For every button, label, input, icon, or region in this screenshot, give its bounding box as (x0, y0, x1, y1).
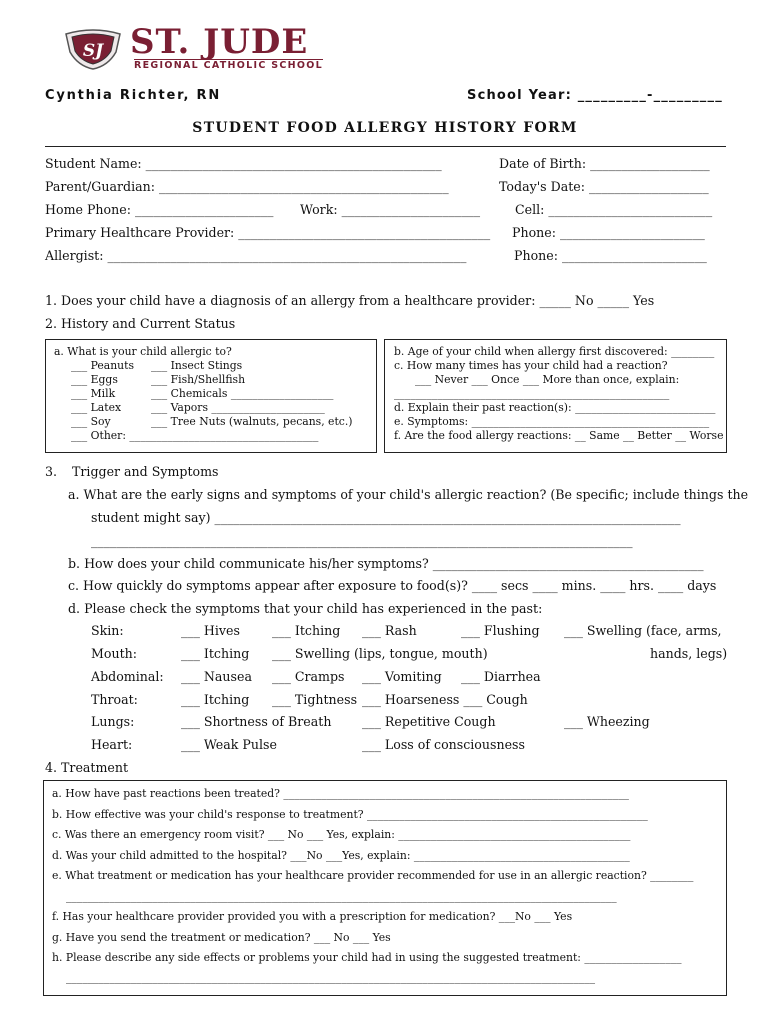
work-phone-field[interactable]: Work: ______________________ (300, 202, 481, 217)
reaction-count-question: c. How many times has your child had a reaction? (394, 359, 668, 372)
symptom-lungs-wheezing[interactable]: ___ Wheezing (564, 714, 650, 729)
allergen-peanuts[interactable]: ___ Peanuts (71, 359, 135, 372)
symptom-throat-itching[interactable]: ___ Itching (181, 692, 250, 707)
question-2-heading: 2. History and Current Status (45, 316, 236, 331)
symptom-throat-tightness[interactable]: ___ Tightness (272, 692, 358, 707)
allergist-phone-field[interactable]: Phone: _______________________ (514, 248, 707, 263)
logo-name: ST. JUDE (130, 22, 309, 62)
reaction-explain-line[interactable]: ___________________________________________________ (394, 387, 670, 400)
home-phone-field[interactable]: Home Phone: ______________________ (45, 202, 274, 217)
symptom-label-heart: Heart: (91, 737, 133, 752)
school-year: School Year: _________-_________ (467, 88, 723, 103)
symptom-mouth-swelling[interactable]: ___ Swelling (lips, tongue, mouth) (272, 646, 488, 661)
symptom-label-throat: Throat: (91, 692, 138, 707)
allergen-soy[interactable]: ___ Soy (71, 415, 111, 428)
parent-guardian-field[interactable]: Parent/Guardian: ______________________________________________ (45, 179, 449, 194)
q3d-text: d. Please check the symptoms that your child has experienced in the past: (68, 601, 543, 616)
allergen-latex[interactable]: ___ Latex (71, 401, 122, 414)
title-rule (45, 146, 726, 147)
symptom-lungs-repetitive-cough[interactable]: ___ Repetitive Cough (362, 714, 496, 729)
treatment-box (43, 780, 727, 996)
symptom-skin-swelling-cont: hands, legs) (650, 646, 728, 661)
reaction-trend-options[interactable]: f. Are the food allergy reactions: __ Same __ Better __ Worse (394, 429, 724, 442)
allergen-vapors[interactable]: ___ Vapors _____________________ (151, 401, 325, 414)
cell-phone-field[interactable]: Cell: __________________________ (515, 202, 713, 217)
symptom-skin-swelling[interactable]: ___ Swelling (face, arms, (564, 623, 722, 638)
symptom-label-lungs: Lungs: (91, 714, 135, 729)
symptom-lungs-shortness-of-breath[interactable]: ___ Shortness of Breath (181, 714, 332, 729)
treatment-h-line[interactable]: __________________________________________________________________________________________________ (66, 971, 596, 984)
symptom-skin-hives[interactable]: ___ Hives (181, 623, 240, 638)
shield-emblem-icon (62, 28, 124, 70)
logo-subtitle: REGIONAL CATHOLIC SCHOOL (134, 60, 324, 71)
allergen-other[interactable]: ___ Other: ___________________________________ (71, 429, 319, 442)
todays-date-field[interactable]: Today's Date: ___________________ (499, 179, 709, 194)
question-3-number: 3. (45, 464, 58, 479)
question-3-heading: Trigger and Symptoms (72, 464, 219, 479)
allergen-fish-shellfish[interactable]: ___ Fish/Shellfish (151, 373, 246, 386)
q3a-text: a. What are the early signs and symptoms of your child's allergic reaction? (Be specific; include things the (68, 487, 749, 502)
treatment-g-field[interactable]: g. Have you send the treatment or medication? ___ No ___ Yes (52, 931, 391, 944)
symptom-throat-hoarseness-cough[interactable]: ___ Hoarseness ___ Cough (362, 692, 528, 707)
symptom-label-mouth: Mouth: (91, 646, 138, 661)
symptom-abdominal-diarrhea[interactable]: ___ Diarrhea (461, 669, 541, 684)
treatment-e-line[interactable]: ______________________________________________________________________________________________________ (66, 890, 617, 903)
symptom-heart-weak-pulse[interactable]: ___ Weak Pulse (181, 737, 277, 752)
symptom-skin-itching[interactable]: ___ Itching (272, 623, 341, 638)
allergen-milk[interactable]: ___ Milk (71, 387, 116, 400)
primary-provider-field[interactable]: Primary Healthcare Provider: ________________________________________ (45, 225, 491, 240)
q3a-answer-line-1[interactable]: student might say) __________________________________________________________________________ (91, 510, 681, 525)
treatment-d-field[interactable]: d. Was your child admitted to the hospital? ___No ___Yes, explain: ________________________________________ (52, 849, 630, 862)
form-title: STUDENT FOOD ALLERGY HISTORY FORM (192, 120, 578, 136)
treatment-c-field[interactable]: c. Was there an emergency room visit? ___ No ___ Yes, explain: ___________________________________________ (52, 828, 631, 841)
symptom-heart-loss-of-consciousness[interactable]: ___ Loss of consciousness (362, 737, 525, 752)
symptom-label-skin: Skin: (91, 623, 124, 638)
history-box (384, 339, 727, 453)
q3c-field[interactable]: c. How quickly do symptoms appear after exposure to food(s)? ____ secs ____ mins. ____ hrs. ____ days (68, 578, 717, 593)
q3a-answer-line-2[interactable]: ______________________________________________________________________________________ (91, 533, 633, 548)
provider-phone-field[interactable]: Phone: _______________________ (512, 225, 705, 240)
question-1[interactable]: 1. Does your child have a diagnosis of an allergy from a healthcare provider: _____ No _____ Yes (45, 293, 655, 308)
question-4-heading: 4. Treatment (45, 760, 129, 775)
allergens-title: a. What is your child allergic to? (54, 345, 232, 358)
date-of-birth-field[interactable]: Date of Birth: ___________________ (499, 156, 710, 171)
age-discovered-field[interactable]: b. Age of your child when allergy first discovered: ________ (394, 345, 715, 358)
reaction-count-options[interactable]: ___ Never ___ Once ___ More than once, explain: (415, 373, 680, 386)
allergen-insect-stings[interactable]: ___ Insect Stings (151, 359, 243, 372)
symptom-mouth-itching[interactable]: ___ Itching (181, 646, 250, 661)
treatment-a-field[interactable]: a. How have past reactions been treated? ________________________________________________________________ (52, 787, 629, 800)
treatment-h-field[interactable]: h. Please describe any side effects or problems your child had in using the suggested treatment: __________________ (52, 951, 682, 964)
symptom-abdominal-nausea[interactable]: ___ Nausea (181, 669, 252, 684)
svg-text:SJ: SJ (82, 41, 104, 61)
allergen-chemicals[interactable]: ___ Chemicals ___________________ (151, 387, 334, 400)
treatment-e-field[interactable]: e. What treatment or medication has your healthcare provider recommended for use in an allergic reaction? ________ (52, 869, 694, 882)
nurse-name: Cynthia Richter, RN (45, 88, 222, 103)
symptom-abdominal-cramps[interactable]: ___ Cramps (272, 669, 345, 684)
allergens-box (45, 339, 377, 453)
school-logo (62, 22, 362, 72)
symptom-label-abdominal: Abdominal: (91, 669, 164, 684)
q3b-field[interactable]: b. How does your child communicate his/her symptoms? ___________________________________________ (68, 556, 704, 571)
treatment-b-field[interactable]: b. How effective was your child's response to treatment? ____________________________________________________ (52, 808, 648, 821)
allergen-eggs[interactable]: ___ Eggs (71, 373, 118, 386)
student-name-field[interactable]: Student Name: _______________________________________________ (45, 156, 442, 171)
treatment-f-field[interactable]: f. Has your healthcare provider provided you with a prescription for medication? ___No ___ Yes (52, 910, 573, 923)
symptoms-field[interactable]: e. Symptoms: ____________________________________________ (394, 415, 710, 428)
past-reactions-field[interactable]: d. Explain their past reaction(s): __________________________ (394, 401, 716, 414)
allergist-field[interactable]: Allergist: _________________________________________________________ (45, 248, 467, 263)
symptom-skin-rash[interactable]: ___ Rash (362, 623, 417, 638)
allergen-tree-nuts[interactable]: ___ Tree Nuts (walnuts, pecans, etc.) (151, 415, 353, 428)
symptom-skin-flushing[interactable]: ___ Flushing (461, 623, 540, 638)
symptom-abdominal-vomiting[interactable]: ___ Vomiting (362, 669, 442, 684)
